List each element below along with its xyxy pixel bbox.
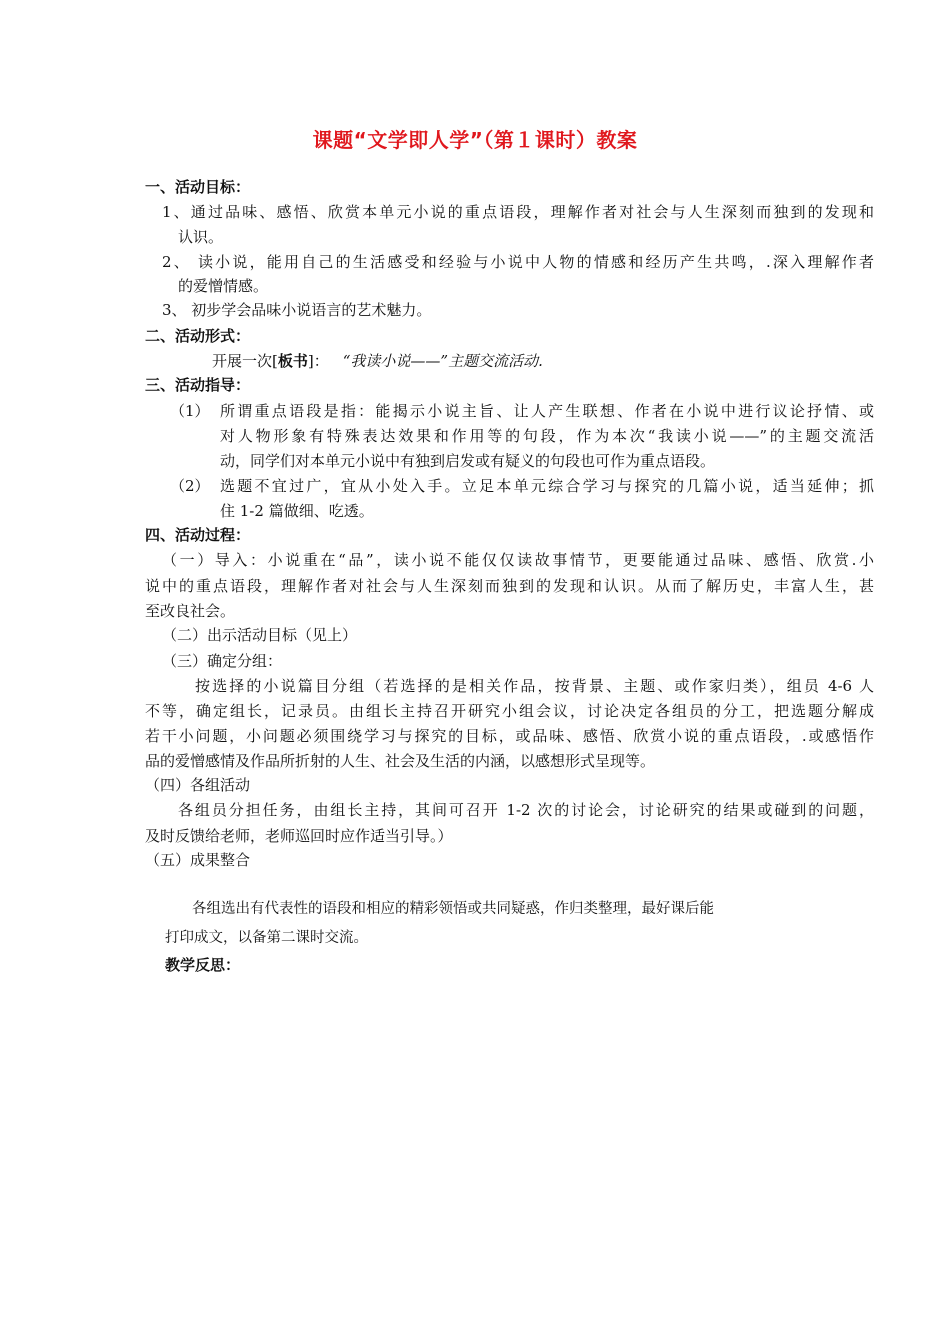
intro-line-2: 说中的重点语段，理解作者对社会与人生深刻而独到的发现和认识。从而了解历史，丰富人生，甚 [145, 577, 874, 595]
step-4: （四）各组活动 [145, 776, 251, 794]
goal-3: 3、 初步学会品味小说语言的艺术魅力。 [162, 301, 432, 319]
section-heading-guidance: 三、活动指导： [145, 376, 251, 394]
board-label: 板书 [277, 352, 308, 370]
grouping-line-2: 不等，确定组长，记录员。由组长主持召开研究小组会议，讨论决定各组员的分工，把选题分解成 [145, 702, 874, 720]
goal-1-line-2: 认识。 [178, 228, 224, 246]
guidance-number-1: （1） [170, 402, 210, 420]
section-heading-process: 四、活动过程： [145, 526, 251, 544]
goal-2-line-2: 的爱憎情感。 [178, 277, 269, 295]
grouping-line-1: 按选择的小说篇目分组（若选择的是相关作品，按背景、主题、或作家归类），组员 4-6 人 [195, 677, 874, 695]
guidance-2-line-1: 选题不宜过广，宜从小处入手。立足本单元综合学习与探究的几篇小说，适当延伸；抓 [220, 477, 874, 495]
goal-1-line-1: 1、通过品味、感悟、欣赏本单元小说的重点语段，理解作者对社会与人生深刻而独到的发现和 [162, 203, 874, 221]
guidance-1-line-3: 动，同学们对本单元小说中有独到启发或有疑义的句段也可作为重点语段。 [220, 452, 716, 470]
goal-2-line-1: 2、 读小说，能用自己的生活感受和经验与小说中人物的情感和经历产生共鸣，.深入理解作者 [162, 253, 874, 271]
intro-line-1: （一）导入：小说重在“品”，读小说不能仅仅读故事情节，更要能通过品味、感悟、欣赏.小 [162, 551, 874, 569]
intro-line-3: 至改良社会。 [145, 602, 236, 620]
activity-theme: “我读小说——”主题交流活动. [342, 352, 543, 370]
section-heading-goals: 一、活动目标： [145, 178, 251, 196]
merge-line-1: 各组选出有代表性的语段和相应的精彩领悟或共同疑惑，作归类整理，最好课后能 [192, 901, 714, 917]
guidance-1-line-1: 所谓重点语段是指：能揭示小说主旨、让人产生联想、作者在小说中进行议论抒情、或 [220, 402, 874, 420]
activity-form-text [212, 350, 543, 372]
step-5: （五）成果整合 [145, 851, 251, 869]
guidance-2-line-2: 住 1-2 篇做细、吃透。 [220, 502, 374, 520]
teaching-reflection-label: 教学反思： [165, 956, 241, 974]
page-title: 课题“文学即人学”（第１课时）教案 [312, 128, 638, 152]
step-3: （三）确定分组： [162, 652, 283, 670]
section-heading-form: 二、活动形式： [145, 327, 251, 345]
activity-form-prefix: 开展一次[ [212, 352, 278, 370]
merge-line-2: 打印成文，以备第二课时交流。 [165, 930, 368, 946]
grouping-line-3: 若干小问题，小问题必须围绕学习与探究的目标，或品味、感悟、欣赏小说的重点语段，.或感悟作 [145, 727, 874, 745]
guidance-number-2: （2） [170, 477, 210, 495]
grouping-line-4: 品的爱憎感情及作品所折射的人生、社会及生活的内涵，以感想形式呈现等。 [145, 752, 656, 770]
guidance-1-line-2: 对人物形象有特殊表达效果和作用等的句段，作为本次“我读小说——”的主题交流活 [220, 427, 874, 445]
group-activity-line-2: 及时反馈给老师，老师巡回时应作适当引导。） [145, 827, 453, 845]
group-activity-line-1: 各组员分担任务，由组长主持，其间可召开 1-2 次的讨论会，讨论研究的结果或碰到的问题， [178, 801, 874, 819]
step-2: （二）出示活动目标（见上） [162, 626, 358, 644]
activity-form-mid: ]： [307, 352, 329, 370]
